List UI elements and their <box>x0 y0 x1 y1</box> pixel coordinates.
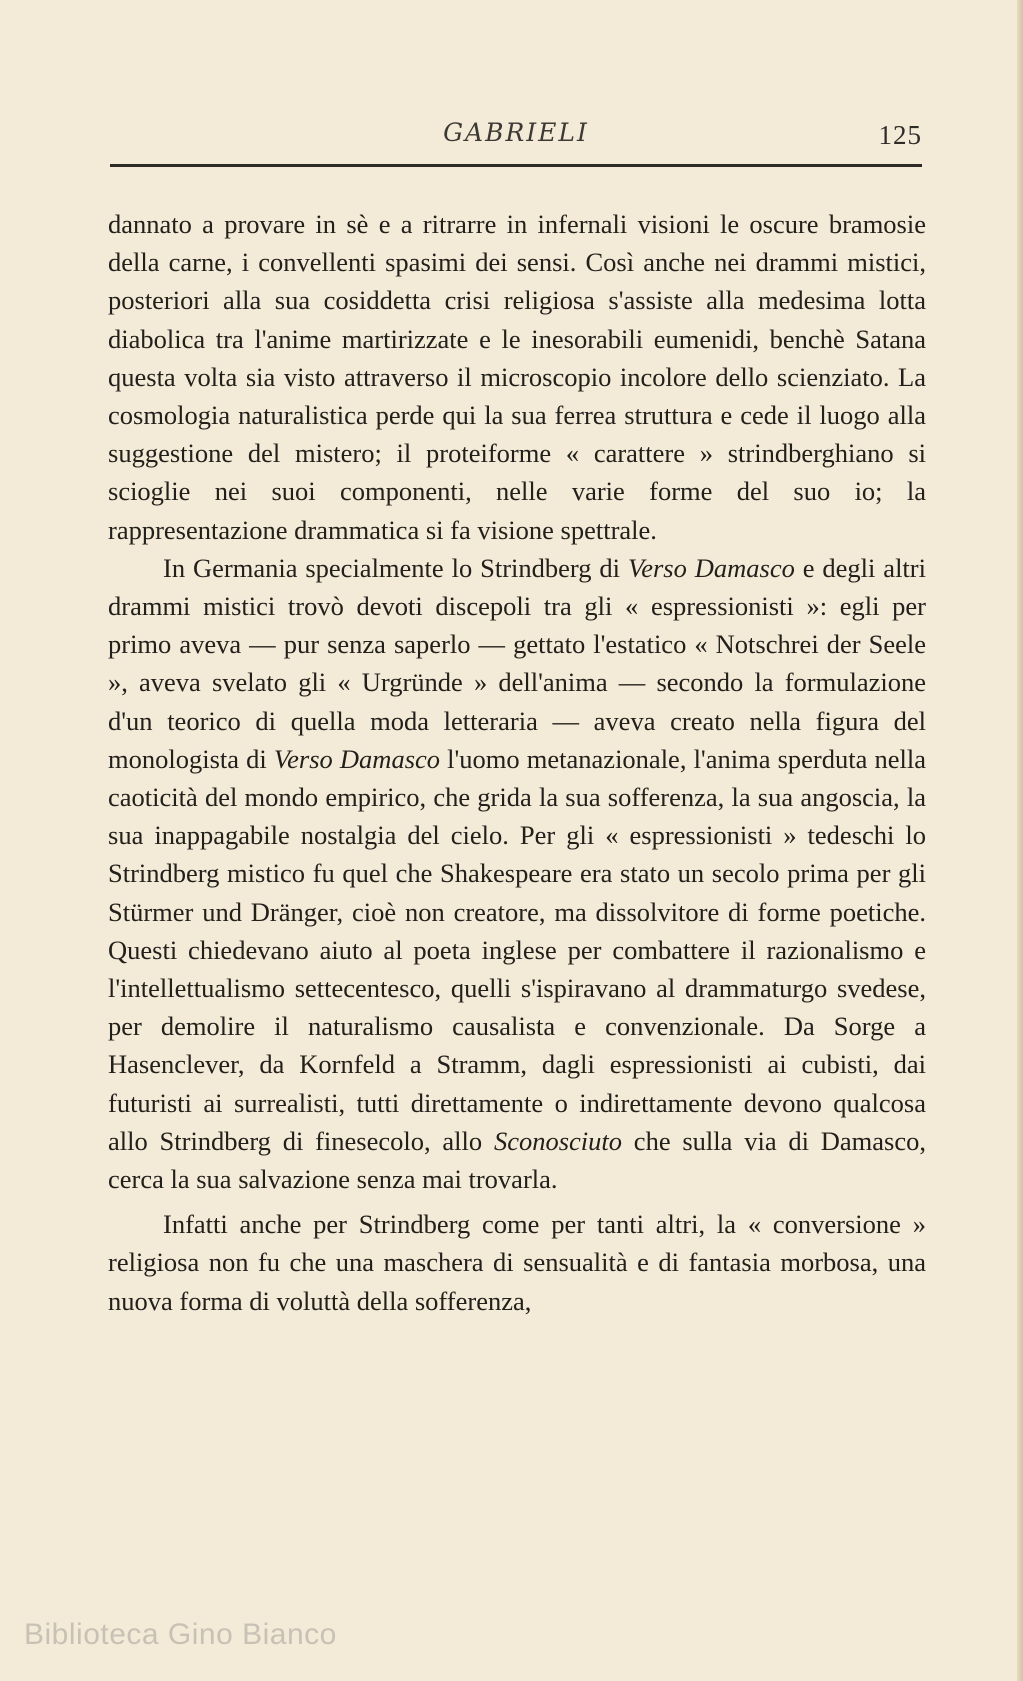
body-text <box>108 205 926 1320</box>
paragraph-2-text-b: e degli altri drammi mistici trovò devoti discepoli tra gli « espressionisti »: egli per primo aveva — pur senza saperlo — gettato l'estatico « Notschrei der Seele », aveva svelato gli « Urgründe » dell'anima — secondo la formulazione d'un teorico di quella moda letteraria — aveva creato nella figura del monologista di <box>108 552 926 774</box>
paragraph-3: Infatti anche per Strindberg come per tanti altri, la « conversione » religiosa non fu che una maschera di sensualità e di fantasia morbosa, una nuova forma di voluttà della sofferenza, <box>108 1209 926 1316</box>
page-header <box>110 118 922 158</box>
library-watermark: Biblioteca Gino Bianco <box>24 1618 337 1651</box>
work-title-verso-damasco: Verso Damasco <box>627 552 795 583</box>
paragraph-1: dannato a provare in sè e a ritrarre in infernali visioni le oscure bramosie della carne, i convellenti spasimi dei sensi. Così anche nei drammi mistici, posteriori alla sua cosiddetta crisi religiosa s'assiste alla medesima lotta diabolica tra l'anime martirizzate e le inesorabili eumenidi, benchè Satana questa volta sia visto attraverso il microscopio incolore dello scienziato. La cosmologia naturalistica perde qui la sua ferrea struttura e cede il luogo alla suggestione del mistero; il proteiforme « carattere » strindberghiano si scioglie nei suoi componenti, nelle varie forme del suo io; la rappresentazione drammatica si fa visione spettrale. <box>108 209 926 545</box>
header-rule <box>110 164 922 167</box>
paragraph-2-text-d: che sulla via di Damasco, cerca la sua salvazione senza mai trovarla. <box>108 1125 926 1195</box>
running-title: GABRIELI <box>443 118 589 147</box>
page-number: 125 <box>878 120 922 150</box>
work-title-verso-damasco-2: Verso Damasco <box>273 743 441 774</box>
paragraph-2-text-c: l'uomo metanazionale, l'anima sperduta nella caoticità del mondo empirico, che grida la sua sofferenza, la sua angoscia, la sua inappagabile nostalgia del cielo. Per gli « espressionisti » tedeschi lo Strindberg mistico fu quel che Shakespeare era stato un secolo prima per gli Stürmer und Dränger, cioè non creatore, ma dissolvitore di forme poetiche. Questi chiedevano aiuto al poeta inglese per combattere il razionalismo e l'intellettualismo settecentesco, quelli s'ispiravano al drammaturgo svedese, per demolire il naturalismo causalista e convenzionale. Da Sorge a Hasenclever, da Kornfeld a Stramm, dagli espressionisti ai cubisti, dai futuristi ai surrealisti, tutti direttamente o indirettamente devono qualcosa allo Strindberg di finesecolo, allo <box>108 743 926 1156</box>
work-title-sconosciuto: Sconosciuto <box>493 1125 623 1156</box>
paragraph-2-text-a: In Germania specialmente lo Strindberg di <box>163 552 628 583</box>
paragraph-2 <box>108 549 926 1198</box>
